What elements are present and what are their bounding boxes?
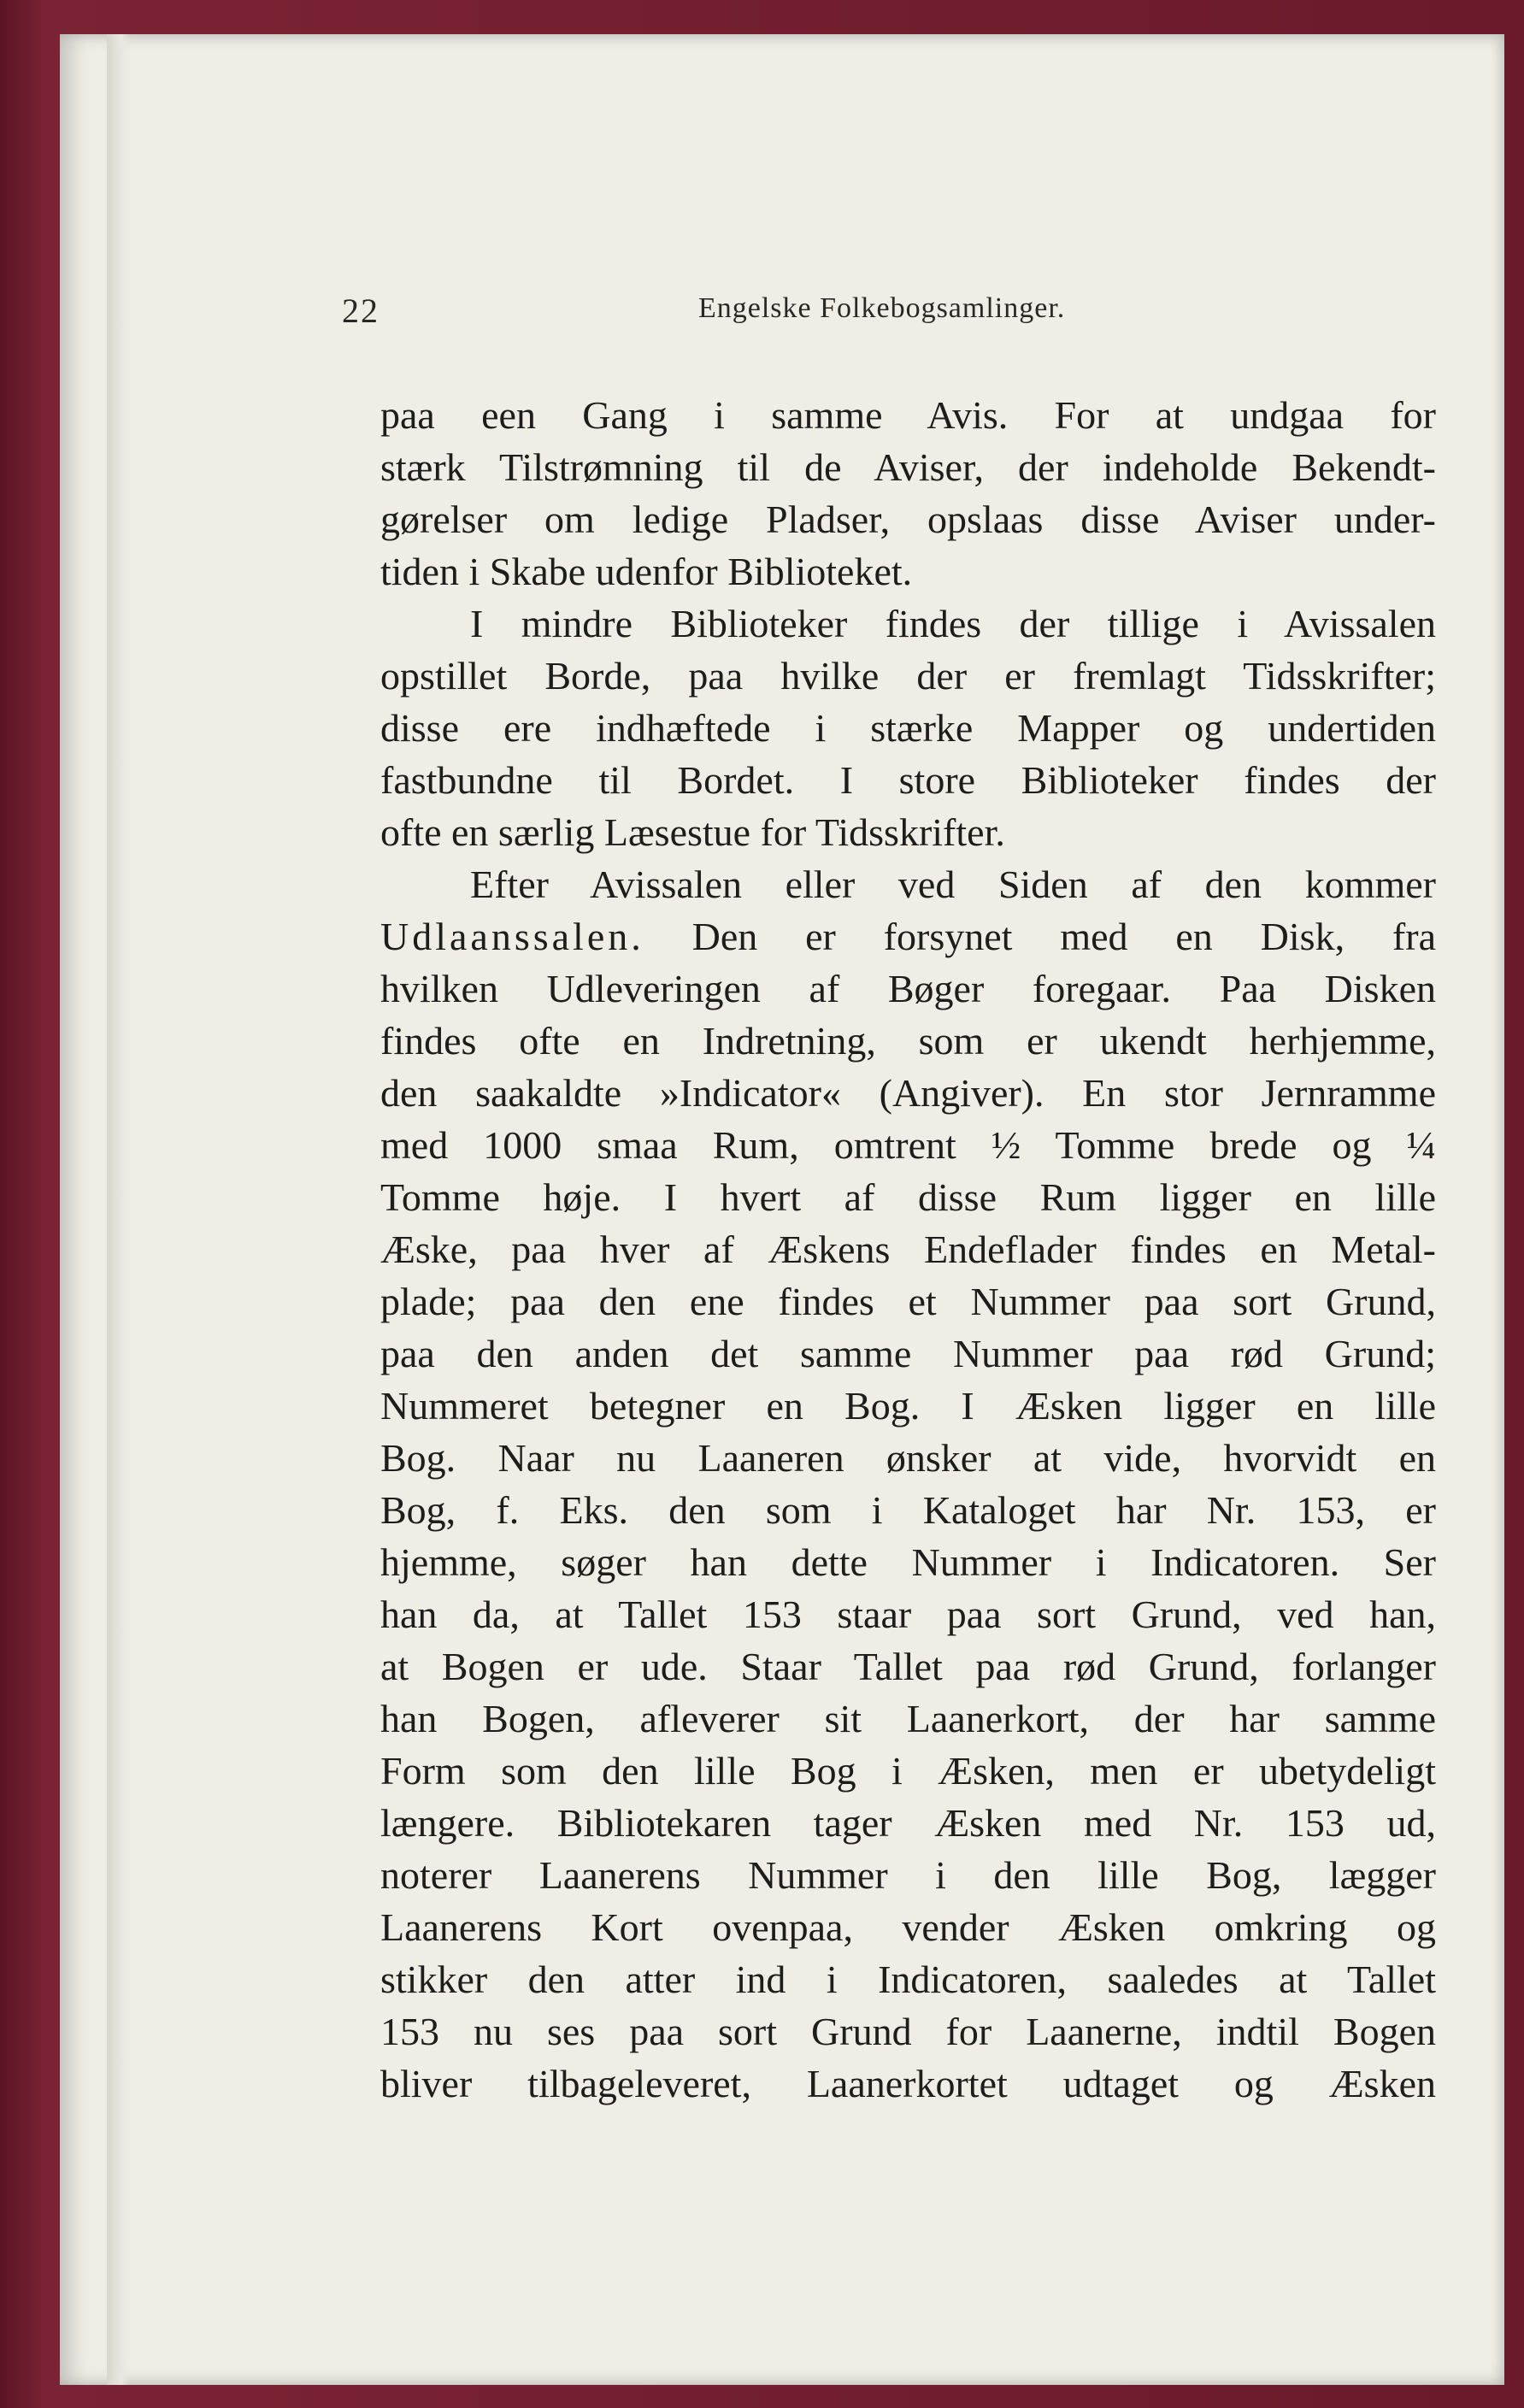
text-line: findes ofte en Indretning, som er ukendt herhjemme, (380, 1019, 1436, 1063)
text-line: han Bogen, afleverer sit Laanerkort, der har samme (380, 1697, 1436, 1740)
text-line: gørelser om ledige Pladser, opslaas disse Aviser under- (380, 497, 1436, 541)
running-head: Engelske Folkebogsamlinger. (698, 292, 1066, 324)
text-line: Bog. Naar nu Laaneren ønsker at vide, hvorvidt en (380, 1436, 1436, 1480)
text-line: opstillet Borde, paa hvilke der er fremlagt Tidsskrifter; (380, 654, 1436, 698)
text-line: paa een Gang i samme Avis. For at undgaa for (380, 393, 1436, 437)
text-line: stikker den atter ind i Indicatoren, saaledes at Tallet (380, 1958, 1436, 2001)
text-line: bliver tilbageleveret, Laanerkortet udtaget og Æsken (380, 2062, 1436, 2105)
text-line: 153 nu ses paa sort Grund for Laanerne, indtil Bogen (380, 2010, 1436, 2053)
text-line: hjemme, søger han dette Nummer i Indicatoren. Ser (380, 1540, 1436, 1584)
text-line: Nummeret betegner en Bog. I Æsken ligger en lille (380, 1384, 1436, 1428)
text-line: Laanerens Kort ovenpaa, vender Æsken omkring og (380, 1905, 1436, 1949)
page-number: 22 (342, 291, 380, 330)
text-line: længere. Bibliotekaren tager Æsken med Nr. 153 ud, (380, 1801, 1436, 1845)
text-line: noterer Laanerens Nummer i den lille Bog, lægger (380, 1853, 1436, 1897)
text-line: den saakaldte »Indicator« (Angiver). En stor Jernramme (380, 1071, 1436, 1115)
text-line (380, 910, 1436, 963)
page-header (342, 291, 1436, 342)
text-line: ofte en særlig Læsestue for Tidsskrifter. (380, 810, 1005, 854)
text-line: Efter Avissalen eller ved Siden af den kommer (470, 863, 1436, 906)
text-line: Bog, f. Eks. den som i Kataloget har Nr. 153, er (380, 1488, 1436, 1532)
text-line: hvilken Udleveringen af Bøger foregaar. Paa Disken (380, 967, 1436, 1010)
text-line: Tomme høje. I hvert af disse Rum ligger en lille (380, 1175, 1436, 1219)
text-line: han da, at Tallet 153 staar paa sort Grund, ved han, (380, 1593, 1436, 1636)
text-line: plade; paa den ene findes et Nummer paa sort Grund, (380, 1280, 1436, 1323)
text-line: tiden i Skabe udenfor Biblioteket. (380, 550, 913, 593)
text-line: stærk Tilstrømning til de Aviser, der indeholde Bekendt- (380, 445, 1436, 489)
page-gutter (107, 34, 131, 2385)
text-line: Form som den lille Bog i Æsken, men er ubetydeligt (380, 1749, 1436, 1793)
spaced-term: Udlaanssalen. (380, 915, 644, 958)
text-line: I mindre Biblioteker findes der tillige i Avissalen (470, 602, 1436, 645)
text-line: Æske, paa hver af Æskens Endeflader findes en Metal- (380, 1228, 1436, 1271)
text-line: at Bogen er ude. Staar Tallet paa rød Grund, forlanger (380, 1645, 1436, 1688)
text-line: paa den anden det samme Nummer paa rød Grund; (380, 1332, 1436, 1375)
text-line: fastbundne til Bordet. I store Biblioteker findes der (380, 758, 1436, 802)
text-line: med 1000 smaa Rum, omtrent ½ Tomme brede og ¼ (380, 1123, 1436, 1167)
text-line: disse ere indhæftede i stærke Mapper og undertiden (380, 706, 1436, 750)
body-text (380, 389, 1436, 2110)
text-fragment: Den er forsynet med en Disk, fra (644, 915, 1436, 958)
